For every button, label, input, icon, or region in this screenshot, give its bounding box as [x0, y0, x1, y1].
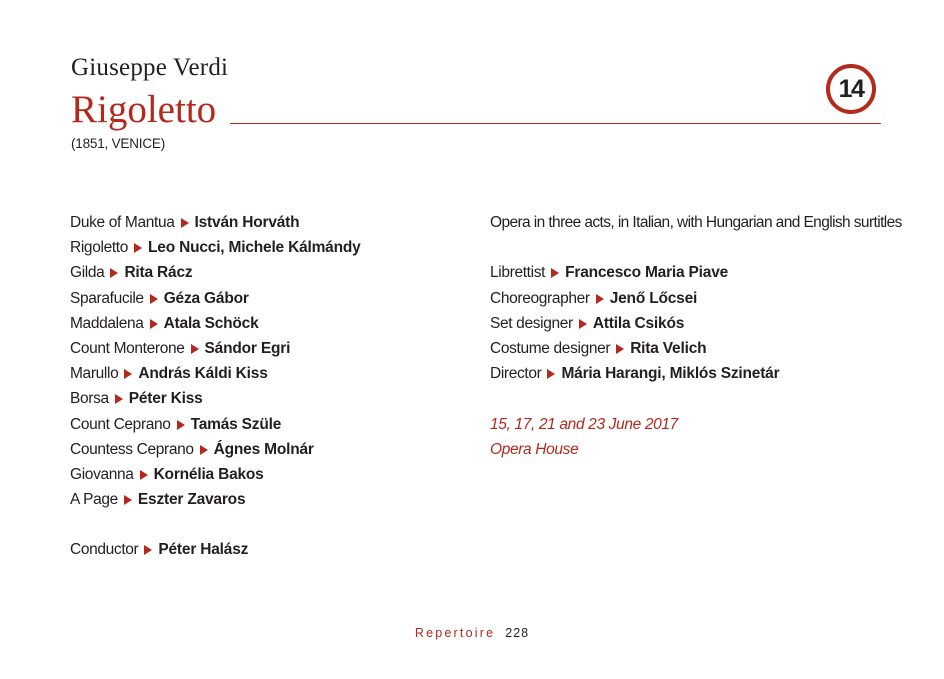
credit-role: Director: [490, 365, 542, 383]
cast-name: Tamás Szüle: [190, 415, 282, 433]
arrow-right-icon: [191, 344, 199, 354]
cast-row: [70, 286, 361, 311]
cast-role: A Page: [70, 491, 118, 509]
title-rule: [230, 123, 881, 124]
credit-role: Librettist: [490, 264, 546, 282]
arrow-right-icon: [110, 268, 118, 278]
cast-role: Sparafucile: [70, 289, 144, 307]
arrow-right-icon: [200, 445, 208, 455]
arrow-right-icon: [616, 344, 624, 354]
credit-name: Attila Csikós: [592, 314, 685, 332]
arrow-right-icon: [134, 243, 142, 253]
arrow-right-icon: [124, 495, 132, 505]
cast-role: Maddalena: [70, 314, 144, 332]
production-info: [490, 210, 902, 462]
cast-row: [70, 336, 361, 361]
cast-list: [70, 210, 361, 563]
composer-name: Giuseppe Verdi: [71, 54, 229, 81]
cast-role: Count Monterone: [70, 339, 185, 357]
cast-role: Rigoletto: [70, 239, 129, 257]
spacer: [490, 386, 902, 411]
cast-row: [70, 235, 361, 260]
credit-row: [490, 286, 902, 311]
arrow-right-icon: [596, 294, 604, 304]
cast-row: [70, 487, 361, 512]
cast-role: Countess Ceprano: [70, 440, 194, 458]
credit-role: Choreographer: [490, 289, 590, 307]
cast-row: [70, 437, 361, 462]
cast-row: [70, 361, 361, 386]
cast-name: András Káldi Kiss: [138, 365, 268, 383]
credit-name: Jenő Lőcsei: [609, 289, 698, 307]
arrow-right-icon: [547, 369, 555, 379]
conductor-name: Péter Halász: [158, 541, 249, 559]
cast-name: Sándor Egri: [204, 339, 291, 357]
arrow-right-icon: [181, 218, 189, 228]
conductor-row: [70, 537, 361, 562]
credit-row: [490, 336, 902, 361]
opera-description: Opera in three acts, in Italian, with Hungarian and English surtitles: [490, 214, 902, 231]
page-number: 228: [505, 626, 530, 640]
cast-row: [70, 462, 361, 487]
cast-name: Atala Schöck: [163, 314, 259, 332]
venue: Opera House: [490, 440, 579, 458]
credit-role: Set designer: [490, 314, 573, 332]
arrow-right-icon: [579, 319, 587, 329]
cast-name: Eszter Zavaros: [137, 491, 246, 509]
cast-name: Kornélia Bakos: [153, 465, 264, 483]
cast-role: Duke of Mantua: [70, 214, 175, 231]
credit-name: Francesco Maria Piave: [565, 264, 729, 282]
arrow-right-icon: [150, 319, 158, 329]
cast-role: Marullo: [70, 365, 119, 383]
opera-subtitle: (1851, VENICE): [71, 136, 165, 151]
cast-name: István Horváth: [194, 214, 300, 231]
cast-name: Péter Kiss: [128, 390, 203, 408]
footer-section: Repertoire: [414, 626, 496, 640]
cast-row: [70, 260, 361, 285]
performance-dates: 15, 17, 21 and 23 June 2017: [490, 415, 678, 433]
spacer: [490, 235, 902, 260]
credit-role: Costume designer: [490, 339, 611, 357]
cast-name: Géza Gábor: [163, 289, 249, 307]
credit-name: Mária Harangi, Miklós Szinetár: [561, 365, 780, 383]
credit-row: [490, 260, 902, 285]
cast-role: Borsa: [70, 390, 109, 408]
arrow-right-icon: [124, 369, 132, 379]
cast-name: Leo Nucci, Michele Kálmándy: [148, 239, 361, 257]
credit-name: Rita Velich: [630, 339, 707, 357]
arrow-right-icon: [115, 394, 123, 404]
cast-role: Giovanna: [70, 465, 134, 483]
credit-row: [490, 311, 902, 336]
arrow-right-icon: [144, 545, 152, 555]
cast-name: Ágnes Molnár: [213, 440, 314, 458]
cast-row: [70, 311, 361, 336]
cast-row: [70, 386, 361, 411]
arrow-right-icon: [551, 268, 559, 278]
credit-row: [490, 361, 902, 386]
age-rating-badge: 14: [826, 64, 876, 114]
page-footer: [0, 626, 944, 640]
cast-role: Count Ceprano: [70, 415, 171, 433]
cast-name: Rita Rácz: [124, 264, 193, 282]
cast-role: Gilda: [70, 264, 105, 282]
arrow-right-icon: [140, 470, 148, 480]
arrow-right-icon: [177, 420, 185, 430]
conductor-role: Conductor: [70, 541, 139, 559]
cast-row: [70, 412, 361, 437]
arrow-right-icon: [150, 294, 158, 304]
opera-title: Rigoletto: [71, 88, 217, 131]
cast-row: [70, 210, 361, 235]
spacer: [70, 512, 361, 537]
